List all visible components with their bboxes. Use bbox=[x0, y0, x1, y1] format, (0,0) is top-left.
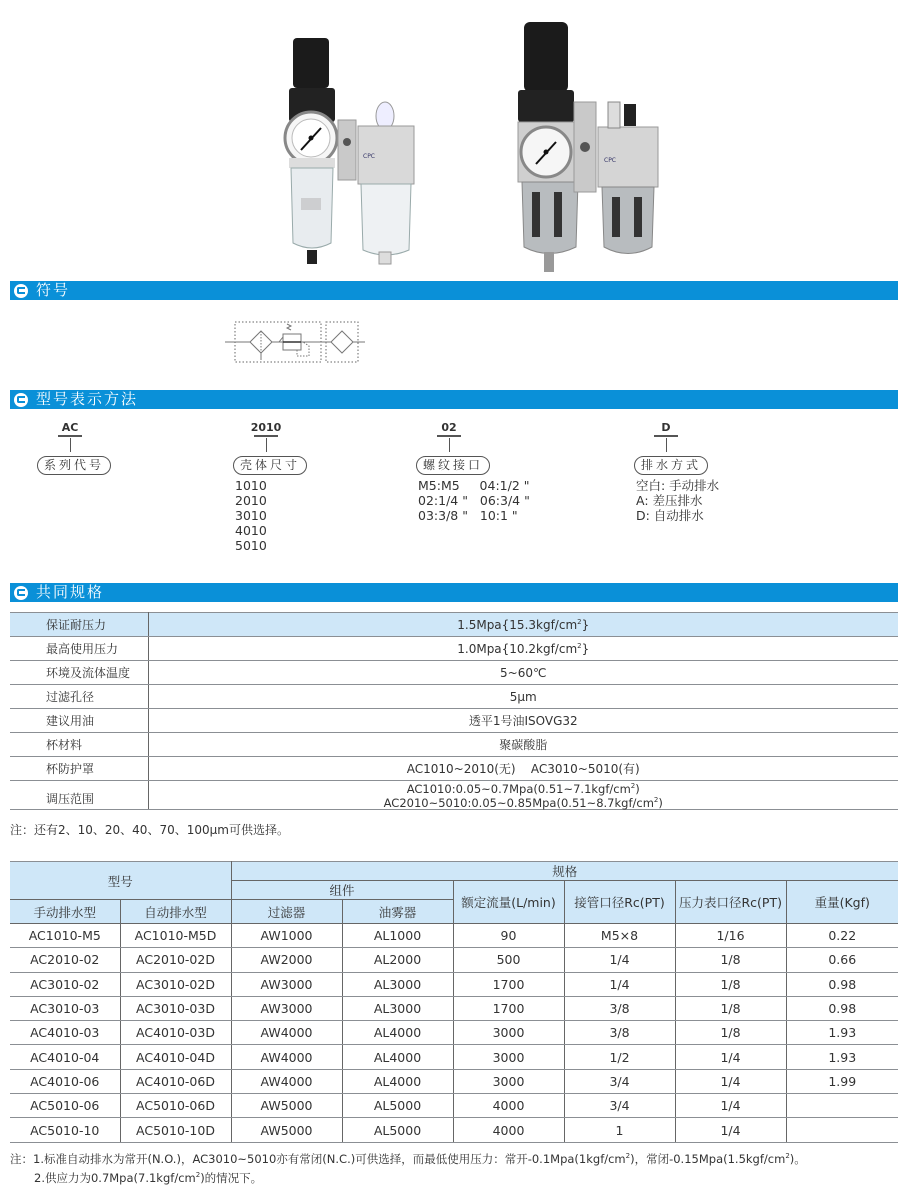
code-connector bbox=[449, 438, 450, 452]
header-weight: 重量(Kgf) bbox=[786, 881, 898, 924]
spec-value: $AC1010:0.05\sim 0.7Mpa(0.51\sim 7.1kgf/cm^2)$ $AC2010\sim 5010:0.05\sim 0.85Mpa(0.51\sim 8.7kgf/cm^2)$ bbox=[148, 781, 898, 810]
table-cell: AL2000 bbox=[342, 948, 453, 972]
table-cell: 1/2 bbox=[564, 1045, 675, 1069]
table-cell: AC4010-04D bbox=[120, 1045, 231, 1069]
table-cell: 1/4 bbox=[564, 972, 675, 996]
spec-value: $1.5Mpa\{15.3kgf/cm^2\}$ bbox=[148, 613, 898, 637]
table-cell: AL4000 bbox=[342, 1021, 453, 1045]
product-photo-small bbox=[283, 38, 418, 270]
table-row bbox=[10, 1094, 898, 1118]
model-spec-table bbox=[10, 861, 898, 1143]
spec-label: 保证耐压力 bbox=[10, 613, 148, 637]
code-options-list bbox=[636, 478, 719, 523]
table-cell: 1/8 bbox=[675, 972, 786, 996]
table-row bbox=[10, 1118, 898, 1142]
code-connector bbox=[70, 438, 71, 452]
spec-value: 5~60℃ bbox=[148, 661, 898, 685]
table-cell: AL5000 bbox=[342, 1118, 453, 1142]
code-label-pill: 壳体尺寸 bbox=[233, 456, 307, 475]
spec-value: 5μm bbox=[148, 685, 898, 709]
code-underline bbox=[654, 435, 678, 437]
spec-row bbox=[10, 613, 898, 637]
table-cell: AC4010-06 bbox=[10, 1069, 120, 1093]
spec-row bbox=[10, 709, 898, 733]
table-cell: 0.22 bbox=[786, 924, 898, 948]
spec-label: 过滤孔径 bbox=[10, 685, 148, 709]
product-photo-large bbox=[512, 22, 662, 277]
code-connector bbox=[666, 438, 667, 452]
table-cell: AC1010-M5 bbox=[10, 924, 120, 948]
code-option: A: 差压排水 bbox=[636, 493, 703, 508]
table-cell: 3/8 bbox=[564, 996, 675, 1020]
table-row bbox=[10, 996, 898, 1020]
section-header-symbol bbox=[10, 281, 898, 300]
header-auto: 自动排水型 bbox=[120, 900, 231, 924]
table-cell: AC5010-10 bbox=[10, 1118, 120, 1142]
table-cell: AC4010-06D bbox=[120, 1069, 231, 1093]
filter-note: 注：还有2、10、20、40、70、100μm可供选择。 bbox=[10, 823, 289, 837]
table-cell: AL3000 bbox=[342, 996, 453, 1020]
table-cell: 1700 bbox=[453, 972, 564, 996]
table-cell: AC4010-03D bbox=[120, 1021, 231, 1045]
table-cell: AW3000 bbox=[231, 972, 342, 996]
table-cell: AC3010-03D bbox=[120, 996, 231, 1020]
table-cell: 3000 bbox=[453, 1069, 564, 1093]
spec-row bbox=[10, 733, 898, 757]
header-flow: 额定流量(L/min) bbox=[453, 881, 564, 924]
table-cell: AW4000 bbox=[231, 1069, 342, 1093]
table-cell bbox=[786, 1094, 898, 1118]
code-option: 02:1/4 " 06:3/4 " bbox=[418, 493, 530, 508]
table-cell: AW3000 bbox=[231, 996, 342, 1020]
table-cell: AW2000 bbox=[231, 948, 342, 972]
table-row bbox=[10, 948, 898, 972]
section-title: 型号表示方法 bbox=[36, 390, 139, 408]
spec-row bbox=[10, 661, 898, 685]
table-cell: AC3010-02 bbox=[10, 972, 120, 996]
table-row bbox=[10, 924, 898, 948]
spec-value: AC1010~2010(无) AC3010~5010(有) bbox=[148, 757, 898, 781]
section-title: 共同规格 bbox=[36, 583, 105, 601]
table-cell: 0.66 bbox=[786, 948, 898, 972]
table-cell: AC1010-M5D bbox=[120, 924, 231, 948]
code-option: 03:3/8 " 10:1 " bbox=[418, 508, 518, 523]
table-cell: AW4000 bbox=[231, 1021, 342, 1045]
table-cell: AW1000 bbox=[231, 924, 342, 948]
table-cell: AL5000 bbox=[342, 1094, 453, 1118]
code-option: 4010 bbox=[235, 523, 267, 538]
code-option: 空白: 手动排水 bbox=[636, 478, 720, 493]
spec-value: $1.0Mpa\{10.2kgf/cm^2\}$ bbox=[148, 637, 898, 661]
table-cell: AC4010-03 bbox=[10, 1021, 120, 1045]
table-cell: AL3000 bbox=[342, 972, 453, 996]
table-cell: AL4000 bbox=[342, 1045, 453, 1069]
code-options-list bbox=[235, 478, 267, 553]
table-cell: 1/4 bbox=[675, 1069, 786, 1093]
table-cell bbox=[786, 1118, 898, 1142]
table-cell: 3/4 bbox=[564, 1069, 675, 1093]
table-cell: 1/4 bbox=[675, 1094, 786, 1118]
table-cell: 4000 bbox=[453, 1118, 564, 1142]
code-option: D: 自动排水 bbox=[636, 508, 704, 523]
code-option: M5:M5 04:1/2 " bbox=[418, 478, 530, 493]
spec-label: 建议用油 bbox=[10, 709, 148, 733]
code-option: 5010 bbox=[235, 538, 267, 553]
table-row bbox=[10, 1045, 898, 1069]
table-cell: 1.93 bbox=[786, 1045, 898, 1069]
table-cell: AL1000 bbox=[342, 924, 453, 948]
code-label-pill: 螺纹接口 bbox=[416, 456, 490, 475]
table-cell: 1.99 bbox=[786, 1069, 898, 1093]
code-underline bbox=[437, 435, 461, 437]
table-cell: AC2010-02 bbox=[10, 948, 120, 972]
spec-value: 聚碳酸脂 bbox=[148, 733, 898, 757]
common-spec-table bbox=[10, 612, 898, 810]
table-cell: 1 bbox=[564, 1118, 675, 1142]
spec-row bbox=[10, 757, 898, 781]
header-spec: 规格 bbox=[231, 862, 898, 881]
model-table-note bbox=[10, 1148, 806, 1186]
header-port: 接管口径Rc(PT) bbox=[564, 881, 675, 924]
table-cell: 3/4 bbox=[564, 1094, 675, 1118]
spec-value: 透平1号油ISOVG32 bbox=[148, 709, 898, 733]
header-gauge-port: 压力表口径Rc(PT) bbox=[675, 881, 786, 924]
spec-row bbox=[10, 781, 898, 810]
spec-label: 杯防护罩 bbox=[10, 757, 148, 781]
table-row bbox=[10, 1069, 898, 1093]
header-manual: 手动排水型 bbox=[10, 900, 120, 924]
brand-label: CPC bbox=[363, 153, 375, 160]
code-option: 3010 bbox=[235, 508, 267, 523]
table-cell: 1/8 bbox=[675, 948, 786, 972]
section-title: 符号 bbox=[36, 281, 71, 299]
table-cell: 4000 bbox=[453, 1094, 564, 1118]
table-cell: AL4000 bbox=[342, 1069, 453, 1093]
table-cell: 1700 bbox=[453, 996, 564, 1020]
code-label-pill: 系列代号 bbox=[37, 456, 111, 475]
table-cell: 1/4 bbox=[675, 1045, 786, 1069]
table-row bbox=[10, 1021, 898, 1045]
table-cell: 1/8 bbox=[675, 996, 786, 1020]
table-cell: AC5010-06 bbox=[10, 1094, 120, 1118]
table-cell: 1/16 bbox=[675, 924, 786, 948]
code-connector bbox=[266, 438, 267, 452]
code-label-pill: 排水方式 bbox=[634, 456, 708, 475]
table-cell: AW4000 bbox=[231, 1045, 342, 1069]
header-filter: 过滤器 bbox=[231, 900, 342, 924]
code-underline bbox=[58, 435, 82, 437]
spec-label: 调压范围 bbox=[10, 781, 148, 810]
spec-label: 杯材料 bbox=[10, 733, 148, 757]
header-lubricator: 油雾器 bbox=[342, 900, 453, 924]
table-cell: 1/4 bbox=[675, 1118, 786, 1142]
section-header-common-spec bbox=[10, 583, 898, 602]
table-cell: 0.98 bbox=[786, 972, 898, 996]
spec-row bbox=[10, 685, 898, 709]
c-circle-icon bbox=[14, 284, 28, 298]
code-option: 2010 bbox=[235, 493, 267, 508]
table-cell: AC5010-06D bbox=[120, 1094, 231, 1118]
header-model: 型号 bbox=[10, 862, 231, 900]
table-cell: 3000 bbox=[453, 1021, 564, 1045]
table-cell: AC5010-10D bbox=[120, 1118, 231, 1142]
table-cell: AC3010-03 bbox=[10, 996, 120, 1020]
table-cell: AW5000 bbox=[231, 1094, 342, 1118]
pneumatic-symbol-diagram bbox=[225, 318, 365, 368]
code-value: 2010 bbox=[250, 421, 282, 434]
code-underline bbox=[254, 435, 278, 437]
section-header-model-code bbox=[10, 390, 898, 409]
c-circle-icon bbox=[14, 393, 28, 407]
svg-text:CPC: CPC bbox=[604, 157, 616, 164]
code-option: 1010 bbox=[235, 478, 267, 493]
table-cell: 1/4 bbox=[564, 948, 675, 972]
table-cell: M5×8 bbox=[564, 924, 675, 948]
code-value: D bbox=[661, 421, 671, 434]
note-line-2: 2.供应力为$0.7Mpa(7.1kgf/cm^2)$的情况下。 bbox=[34, 1170, 263, 1185]
table-cell: AC2010-02D bbox=[120, 948, 231, 972]
c-circle-icon bbox=[14, 586, 28, 600]
table-cell: 500 bbox=[453, 948, 564, 972]
spec-row bbox=[10, 637, 898, 661]
code-value: 02 bbox=[441, 421, 457, 434]
table-cell: 90 bbox=[453, 924, 564, 948]
note-line-1: 注：1.标准自动排水为常开(N.O.)，AC3010~5010亦有常闭(N.C.)可供选择，而最低使用压力：常开$-0.1Mpa(1kgf/cm^2)$，常闭$-0.15Mpa(1.5kgf/cm^2)$。 bbox=[10, 1151, 806, 1166]
table-cell: 0.98 bbox=[786, 996, 898, 1020]
table-cell: AW5000 bbox=[231, 1118, 342, 1142]
code-value: AC bbox=[61, 421, 79, 434]
table-cell: 1.93 bbox=[786, 1021, 898, 1045]
table-cell: 1/8 bbox=[675, 1021, 786, 1045]
table-cell: 3000 bbox=[453, 1045, 564, 1069]
table-row bbox=[10, 972, 898, 996]
code-options-list bbox=[418, 478, 530, 523]
table-cell: AC3010-02D bbox=[120, 972, 231, 996]
spec-label: 最高使用压力 bbox=[10, 637, 148, 661]
table-cell: AC4010-04 bbox=[10, 1045, 120, 1069]
spec-label: 环境及流体温度 bbox=[10, 661, 148, 685]
table-cell: 3/8 bbox=[564, 1021, 675, 1045]
header-components: 组件 bbox=[231, 881, 453, 900]
